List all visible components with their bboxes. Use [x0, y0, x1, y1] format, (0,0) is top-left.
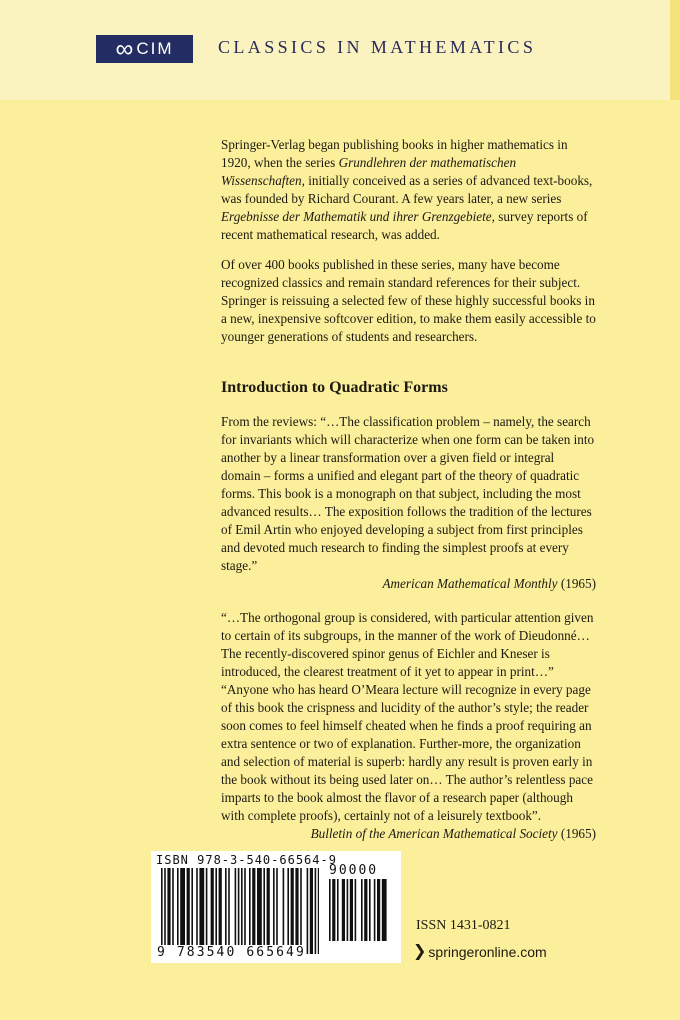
review-1: From the reviews: “…The classification problem – namely, the search for invariants which will characterize when one form can be taken into another by a linear transformation over a given field or integral domain – forms a unified and elegant part of the theory of quadratic forms. This book is a monograph on that subject, including the most advanced results… The exposition follows the tradition of the lectures of Emil Artin who enjoyed developing a subject from first principles and devoted much research to finding the simplest proofs at every stage.” — [221, 414, 595, 573]
infinity-icon: ∞ — [115, 34, 134, 63]
barcode-bar — [225, 868, 227, 954]
barcode-bar — [206, 868, 208, 954]
isbn-label: ISBN 978-3-540-66564-9 — [156, 853, 337, 867]
ean-barcode-bars — [161, 868, 319, 954]
review-2: “…The orthogonal group is considered, with particular attention given to certain of its subgroups, in the manner of the work of Dieudonné… The recently-discovered spinor genus of Eichler and Kneser is introduced, the clearest treatment of it yet to appear in print…” — [221, 610, 594, 679]
barcode-bar — [180, 868, 185, 954]
barcode-bar — [172, 868, 174, 954]
addon-digits: 90000 — [329, 863, 379, 878]
barcode-bar — [276, 868, 278, 954]
barcode-bar — [374, 879, 376, 941]
barcode-bar — [342, 879, 345, 941]
website-text: springeronline.com — [428, 944, 547, 960]
barcode-bar — [377, 879, 380, 941]
barcode-bar — [257, 868, 262, 954]
barcode-bar — [369, 879, 371, 941]
barcode-bar — [300, 868, 302, 954]
barcode-bar — [291, 868, 294, 954]
review-3-source: Bulletin of the American Mathematical Society (1965) — [310, 826, 596, 841]
review-3: “Anyone who has heard O’Meara lecture will recognize in every page of this book the crispness and lucidity of the author’s style; the reader soon comes to feel himself cheated when he finds a proof requiring an extra sentence or two of explanation. Further-more, the organization and selection of material is superb: hardly any result is proven early in the book without its being used later on… The author’s relentless pace imparts to the book almost the flavor of a research paper (although with complete proofs), certainly not of a leisurely textbook”. — [221, 682, 593, 823]
barcode-bar — [235, 868, 237, 954]
intro-paragraph-2: Of over 400 books published in these series, many have become recognized classics and remain standard references for their subject. Springer is reissuing a selected few of these highly successful books in a new, inexpensive softcover edition, to make them easily accessible to younger generations of students and researchers. — [221, 257, 596, 344]
chevron-right-icon: ❯ — [413, 943, 427, 960]
reviews — [221, 413, 596, 843]
barcode-bar — [164, 868, 166, 954]
barcode-bar — [273, 868, 275, 954]
barcode-bar — [307, 868, 309, 954]
barcode-bar — [187, 868, 190, 954]
logo-text: CIM — [136, 39, 174, 58]
barcode-bar — [263, 868, 265, 954]
barcode-bar — [355, 879, 357, 941]
issn: ISSN 1431-0821 — [416, 918, 511, 933]
ean-digits: 9 783540 665649 — [157, 945, 306, 960]
barcode-bar — [329, 879, 331, 941]
barcode-bar — [310, 868, 313, 954]
series-title: CLASSICS IN MATHEMATICS — [218, 37, 537, 57]
barcode-bar — [382, 879, 387, 941]
barcode-bar — [177, 868, 179, 954]
barcode-bar — [315, 868, 317, 954]
barcode-bar — [167, 868, 170, 954]
barcode-bar — [228, 868, 230, 954]
barcode-bar — [267, 868, 270, 954]
barcode-bar — [350, 879, 353, 941]
barcode-bar — [249, 868, 251, 954]
spine-edge — [670, 0, 680, 100]
barcode-bar — [161, 868, 163, 954]
barcode-bar — [238, 868, 240, 954]
barcode-bar — [219, 868, 222, 954]
intro-paragraph-1: Springer-Verlag began publishing books in higher mathematics in 1920, when the series Grundlehren der mathematischen Wissenschaften, initially conceived as a series of advanced text-books, was founded by Richard Courant. A few years later, a new series Ergebnisse der Mathematik und ihrer Grenzgebiete, survey reports of recent mathematical research, was added. — [221, 137, 593, 242]
barcode-bar — [295, 868, 298, 954]
barcode-bar — [283, 868, 285, 954]
barcode-bar — [215, 868, 217, 954]
addon-barcode-bars — [329, 879, 391, 941]
barcode-bar — [364, 879, 367, 941]
barcode-bar — [244, 868, 246, 954]
review-1-source: American Mathematical Monthly (1965) — [382, 576, 596, 591]
book-title: Introduction to Quadratic Forms — [221, 379, 448, 396]
barcode-bar — [191, 868, 193, 954]
barcode-bar — [196, 868, 198, 954]
barcode-bar — [199, 868, 204, 954]
barcode-bar — [241, 868, 243, 954]
intro-text — [221, 136, 596, 346]
barcode-bar — [332, 879, 335, 941]
barcode-bar — [252, 868, 255, 954]
barcode-bar — [211, 868, 214, 954]
barcode-bar — [361, 879, 363, 941]
isbn-barcode — [151, 851, 401, 963]
barcode-bar — [318, 868, 319, 954]
barcode-bar — [337, 879, 339, 941]
barcode-bar — [287, 868, 289, 954]
cim-logo — [96, 35, 193, 63]
website — [413, 944, 547, 960]
barcode-bar — [347, 879, 349, 941]
